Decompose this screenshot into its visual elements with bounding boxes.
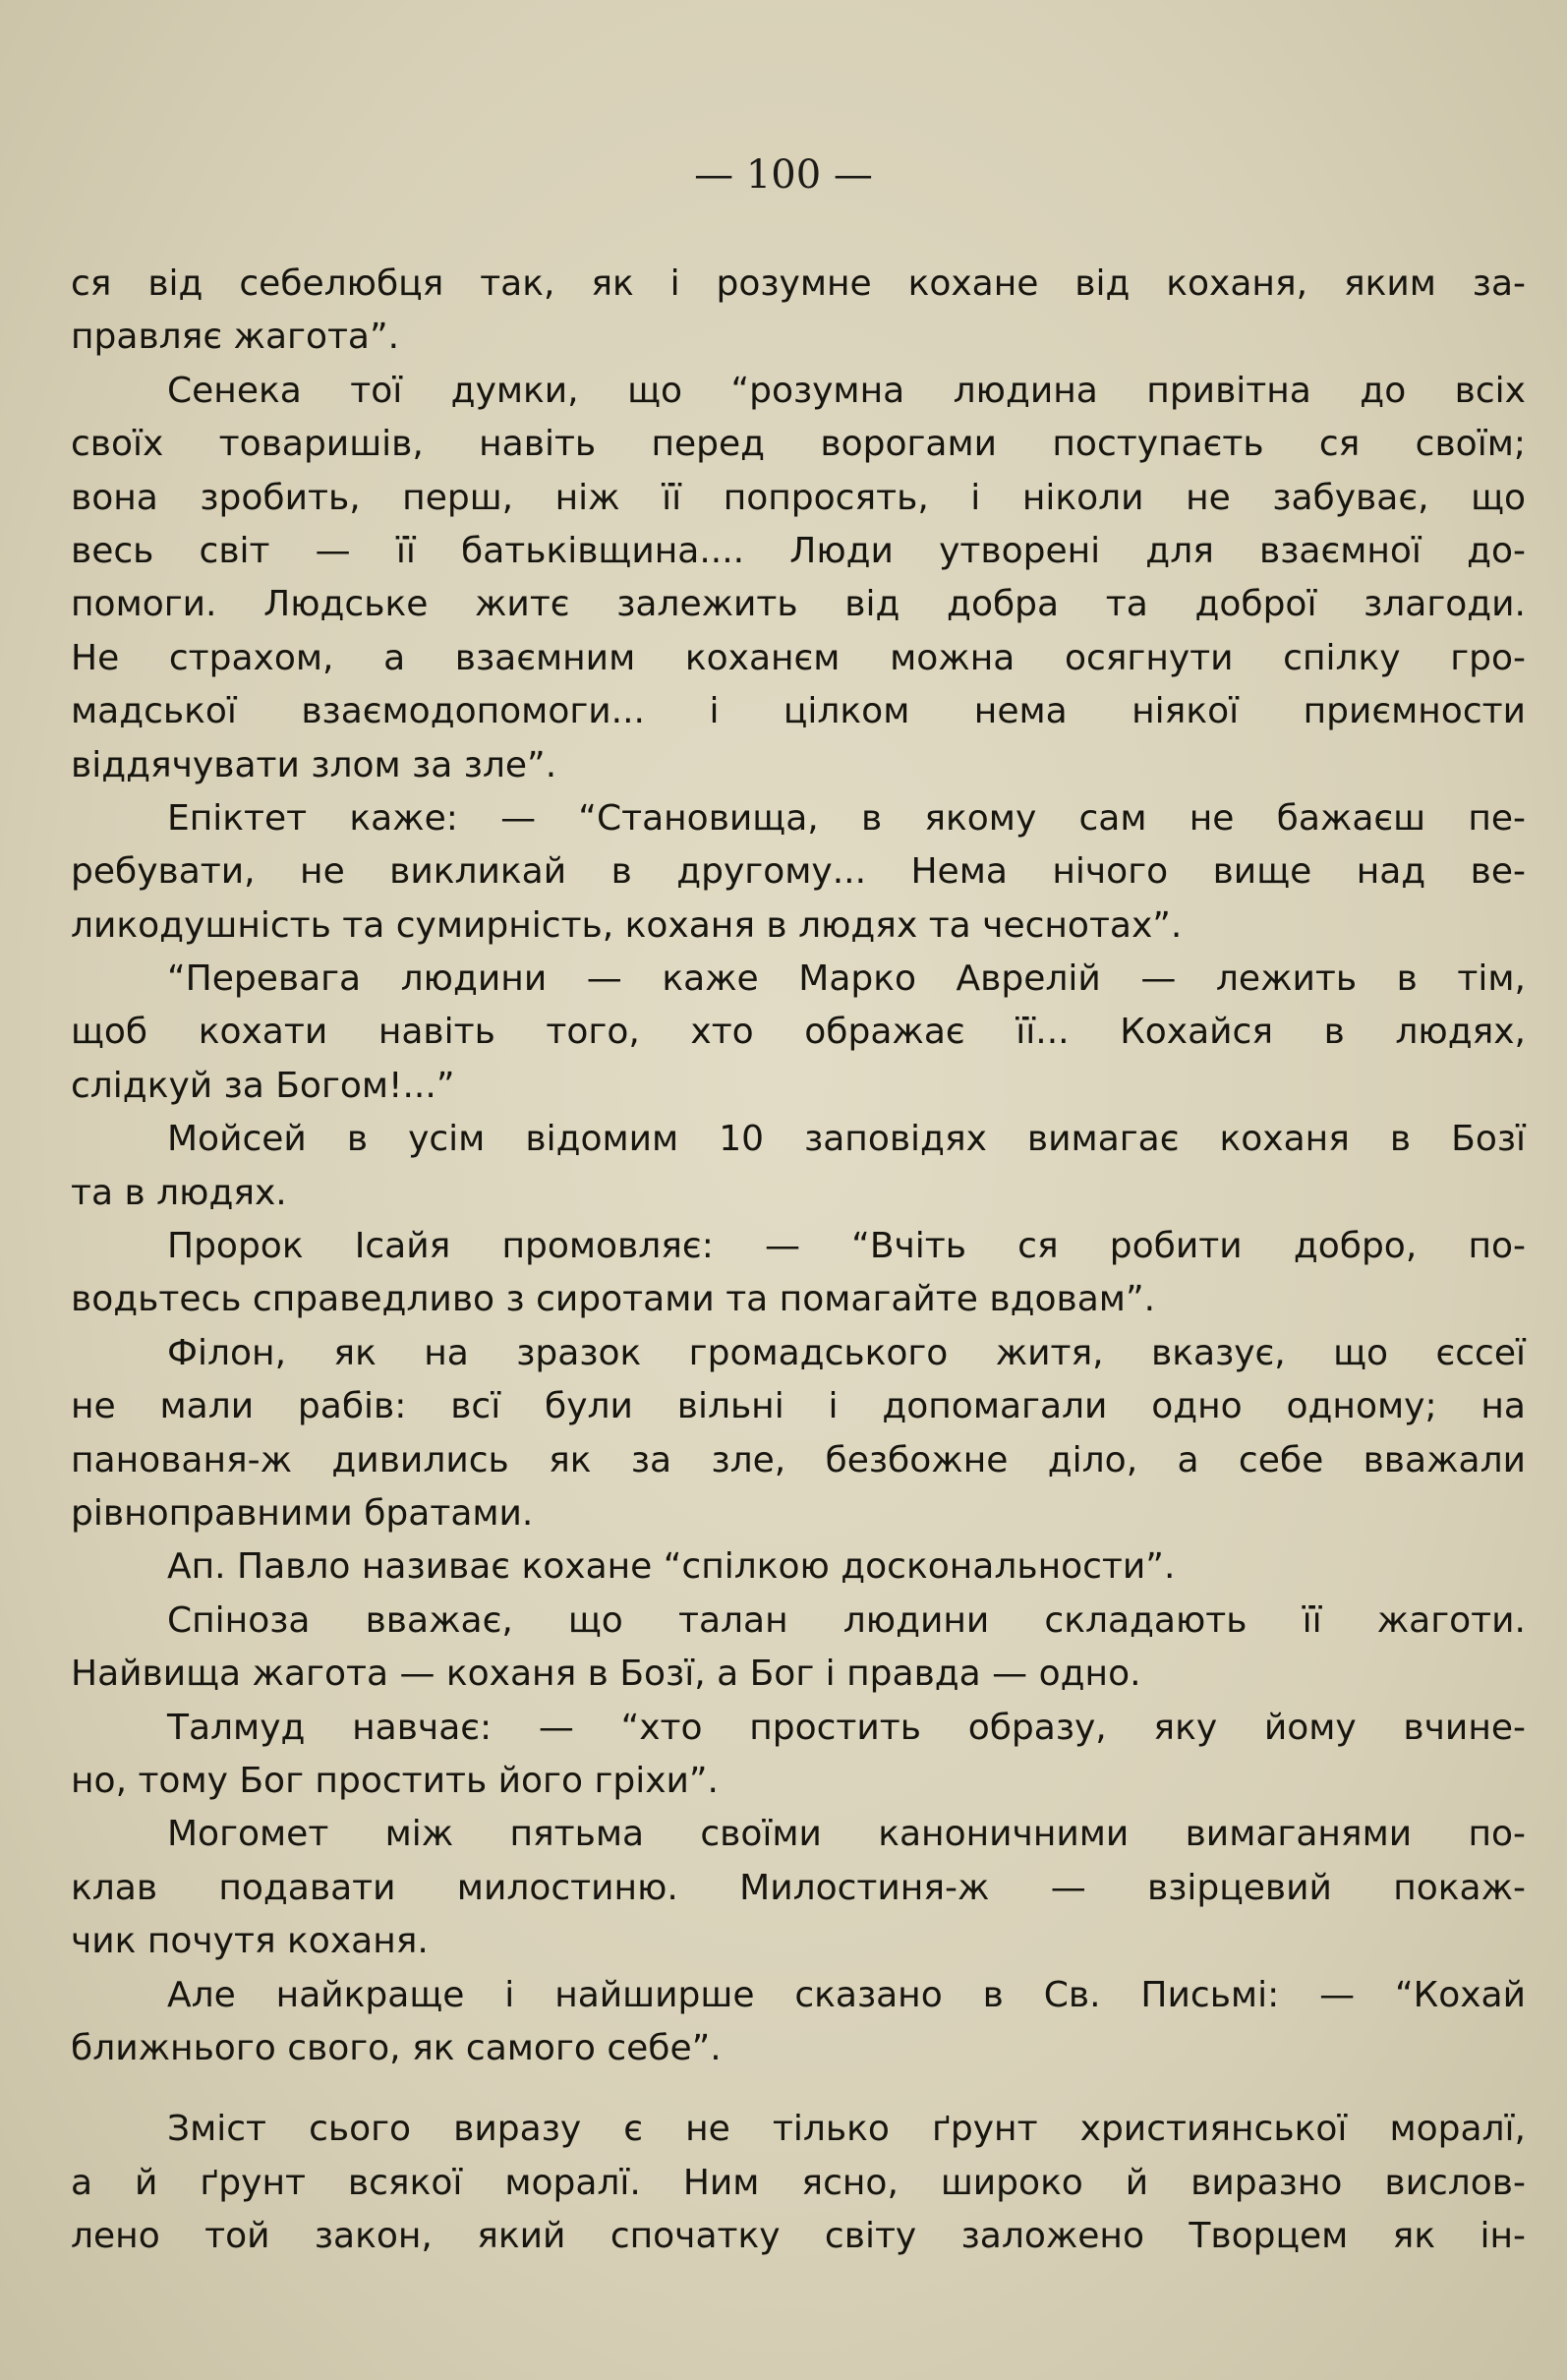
text-line: рівноправними братами. [71, 1492, 534, 1534]
text-line: клав подавати милостиню. Милостиня-ж — взірцевий покаж- [71, 1867, 1526, 1908]
text-line: Не страхом, а взаємним коханєм можна осягнути спілку гро- [71, 637, 1526, 678]
text-line: Могомет між пятьма своїми каноничними вимаганями по- [167, 1814, 1526, 1855]
text-line: “Перевага людини — каже Марко Аврелій — лежить в тім, [167, 958, 1526, 1000]
text-line: а й ґрунт всякої моралї. Ним ясно, широко й виразно вислов- [71, 2162, 1526, 2203]
text-line: Епіктет каже: — “Становища, в якому сам не бажаєш пе- [167, 797, 1526, 839]
text-line: та в людях. [71, 1172, 287, 1213]
text-line: своїх товаришів, навіть перед ворогами поступаєть ся своїм; [71, 424, 1526, 465]
text-line: Але найкраще і найширше сказано в Св. Письмі: — “Кохай [167, 1974, 1526, 2015]
text-line: ребувати, не викликай в другому... Нема нічого вище над ве- [71, 851, 1526, 893]
text-line: весь світ — її батьківщина.... Люди утворені для взаємної до- [71, 530, 1526, 571]
text-line: Пророк Ісайя промовляє: — “Вчіть ся робити добро, по- [167, 1226, 1526, 1267]
text-line: щоб кохати навіть того, хто ображає її... Кохайся в людях, [71, 1012, 1526, 1053]
text-line: Філон, як на зразок громадського житя, вказує, що єссеї [167, 1332, 1526, 1373]
text-line: віддячувати злом за зле”. [71, 744, 557, 785]
text-line: Зміст сього виразу є не тілько ґрунт християнської моралї, [167, 2109, 1526, 2150]
body-text [71, 258, 1526, 2263]
text-line: Спіноза вважає, що талан людини складають її жаготи. [167, 1599, 1526, 1641]
text-line: ближнього свого, як самого себе”. [71, 2027, 722, 2068]
text-line: ся від себелюбця так, як і розумне кохане від коханя, яким за- [71, 263, 1526, 304]
text-line: Мойсей в усім відомим 10 заповідях вимагає коханя в Бозї [167, 1119, 1526, 1160]
text-line: но, тому Бог простить його гріхи”. [71, 1760, 720, 1801]
text-line: панованя-ж дивились як за зле, безбожне діло, а себе вважали [71, 1439, 1526, 1480]
text-line: правляє жагота”. [71, 317, 400, 358]
text-line: Ап. Павло називає кохане “спілкою доскональности”. [167, 1546, 1176, 1588]
text-line: не мали рабів: всї були вільні і допомагали одно одному; на [71, 1386, 1526, 1427]
text-line: чик почутя коханя. [71, 1921, 429, 1962]
text-line: слідкуй за Богом!...” [71, 1065, 455, 1106]
text-line: Найвища жагота — коханя в Бозї, а Бог і правда — одно. [71, 1654, 1141, 1695]
text-line: вона зробить, перш, ніж її попросять, і ніколи не забуває, що [71, 477, 1526, 518]
page-number: — 100 — [694, 152, 873, 198]
text-line: ликодушність та сумирність, коханя в людях та чеснотах”. [71, 904, 1183, 946]
text-line: лено той закон, який спочатку світу заложено Творцем як ін- [71, 2216, 1526, 2257]
text-line: Сенека тої думки, що “розумна людина привітна до всіх [167, 370, 1526, 411]
text-line: мадської взаємодопомоги... і цілком нема ніякої приємности [71, 691, 1526, 732]
text-line: Талмуд навчає: — “хто простить образу, яку йому вчине- [167, 1707, 1526, 1748]
text-line: водьтесь справедливо з сиротами та помагайте вдовам”. [71, 1279, 1156, 1320]
text-line: помоги. Людське житє залежить від добра та доброї злагоди. [71, 584, 1526, 625]
